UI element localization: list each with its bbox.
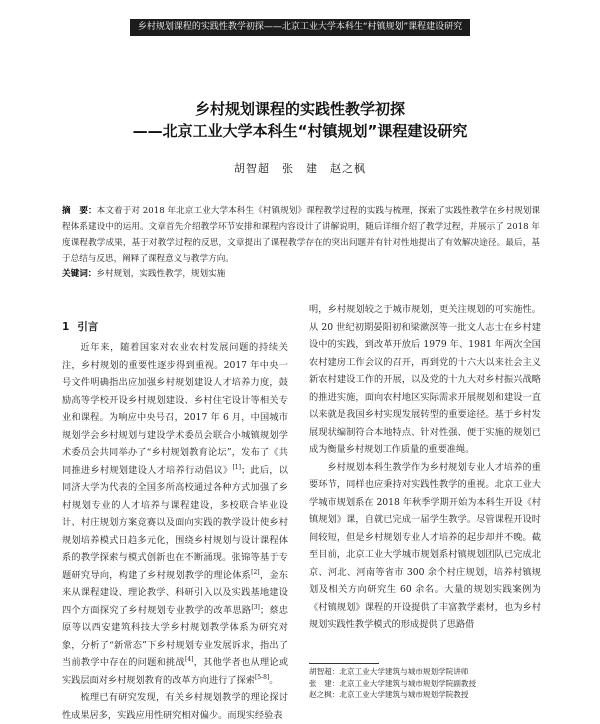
- abstract-label: 摘 要：: [62, 206, 97, 216]
- article-title: 乡村规划课程的实践性教学初探: [194, 100, 405, 118]
- citation: [3]: [251, 603, 260, 611]
- citation: [5-8]: [254, 673, 270, 681]
- author-list: 胡智超 张 建 赵之枫: [234, 162, 366, 175]
- body-column-right: [309, 301, 541, 634]
- paragraph: 明，乡村规划较之于城市规划，更关注规划的可实施性。从 20 世纪初期晏阳初和梁漱溟等一批文人志士在乡村建设中的实践，到改革开放后 1979 年、1981 年两次全国农村建房工作会议的召开，再到党的十六大以来社会主义新农村建设工作的开展，以及党的十九大对乡村振兴战略的推进实施，面向农村地区实际需求开展规划和建设一直以来就是我国乡村实现发展转型的重要途径。基于乡村发展现状编制符合本地特点、针对性强、便于实施的规划已成为衡量乡村规划工作质量的重要准绳。: [309, 304, 541, 455]
- keywords-text: 乡村规划，实践性教学，规划实施: [96, 269, 226, 279]
- citation: [2]: [251, 568, 260, 576]
- paragraph: 乡村规划本科生教学作为乡村规划专业人才培养的重要环节，同样也应秉持对实践性教学的重视。北京工业大学城市规划系在 2018 年秋季学期开始为本科生开设《村镇规划》课，自就已完成一届学生教学。尽管课程开设时间较短，但是乡村规划专业人才培养的起步却并不晚。截至目前，北京工业大学城市规划系村镇规划团队已完成北京、河北、河南等省市 300 余个村庄规划，培养村镇规划及相关方向研究生 60 余名。大量的规划实践案例为《村镇规划》课程的开设提供了丰富教学素材，也为乡村规划实践性教学模式的形成提供了思路借: [309, 461, 541, 630]
- body-column-left: [62, 339, 288, 724]
- footnote: 赵之枫：北京工业大学建筑与城市规划学院教授: [309, 690, 469, 699]
- paragraph: 梳理已有研究发现，有关乡村规划教学的理论探讨性成果居多，实践应用性研究相对偏少。而现实经验表: [62, 692, 288, 721]
- keywords: [62, 266, 540, 282]
- author-footnotes: [309, 666, 541, 701]
- footnote: 胡智超：北京工业大学建筑与城市规划学院讲师: [309, 667, 469, 676]
- citation: [4]: [184, 655, 194, 663]
- citation: [1]: [232, 463, 241, 471]
- abstract-text: 本文着于对 2018 年北京工业大学本科生《村镇规划》课程教学过程的实践与梳理，探索了实践性教学在乡村规划课程体系建设中的运用。文章首先介绍教学环节安排和课程内容设计了讲解说明，随后详细介绍了教学过程，并展示了 2018 年度课程教学成果，基于对教学过程的反思，文章提出了课程教学存在的突出问题并有针对性地提出了有效解决途径。最后，基于总结与反思，阐释了课程意义与教学方向。: [62, 206, 540, 264]
- section-title: 引言: [77, 321, 99, 333]
- footnote: 张 建：北京工业大学建筑与城市规划学院副教授: [309, 678, 477, 688]
- paragraph: 近年来，随着国家对农业农村发展问题的持续关注，乡村规划的重要性逐步得到重视。2017 年中央一号文件明确指出应加强乡村规划建设人才培养力度，鼓励高等学校开设乡村规划建设、乡村住宅设计等相关专业和课程。为响应中央号召，2017 年 6 月，中国城市规划学会乡村规划与建设学术委员会联合小城镇规划学术委员会共同举办了“乡村规划教育论坛”，发布了《共同推进乡村规划建设人才培养行动倡议》[1]；此后，以同济大学为代表的全国多所高校通过各种方式加强了乡村规划专业的人才培养与课程建设，多校联合毕业设计、村庄规划方案竞赛以及面向实践的教学设计使乡村规划培养模式日趋多元化，围绕乡村规划与设计课程体系的教学探索与模式创新也在不断涌现。张锦等基于专题研究导向，构建了乡村规划教学的理论体系[2]，金东来从课程建设、理论教学、科研引入以及实践基地建设四个方面探究了乡村规划专业教学的改革思路[3]；蔡忠原等以西安建筑科技大学乡村规划教学体系为研究对象，分析了“新常态”下乡村规划专业发展诉求，指出了当前教学中存在的问题和挑战[4]，其他学者也从理论或实践层面对乡村规划教育的改革方向进行了探索[5-8]。: [62, 342, 289, 686]
- footnote-divider: [309, 663, 379, 664]
- keywords-label: 关键词：: [62, 269, 97, 279]
- running-header: 乡村规划课程的实践性教学初探——北京工业大学本科生“村镇规划”课程建设研究: [130, 19, 470, 36]
- section-number: 1: [62, 321, 70, 333]
- article-subtitle: ——北京工业大学本科生“村镇规划”课程建设研究: [132, 122, 468, 140]
- abstract: [62, 203, 540, 267]
- section-heading-intro: [62, 319, 106, 334]
